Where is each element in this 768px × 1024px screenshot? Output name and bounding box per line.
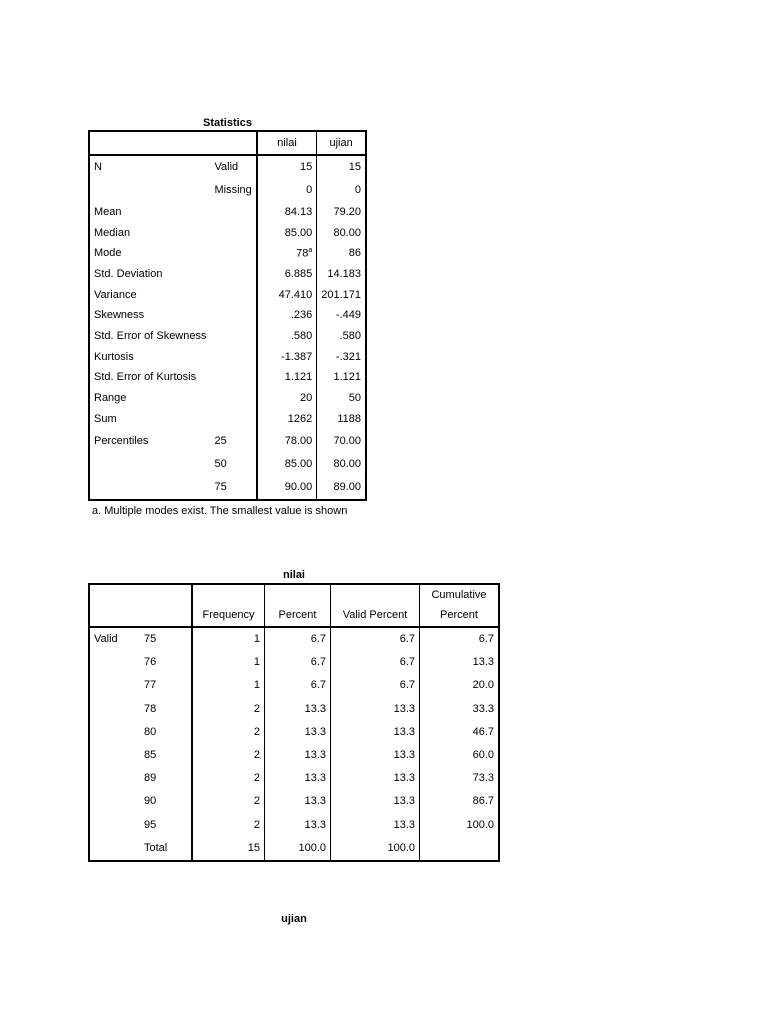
cell-cumulative: 46.7 bbox=[472, 725, 494, 738]
table-row bbox=[89, 223, 366, 244]
row-sublabel bbox=[211, 202, 257, 223]
row-label: Std. Deviation bbox=[94, 267, 163, 280]
table-row bbox=[89, 326, 366, 347]
table-row bbox=[89, 767, 499, 790]
cell-frequency: 2 bbox=[192, 698, 265, 721]
cell-ujian: 80.00 bbox=[333, 226, 361, 239]
row-group bbox=[89, 651, 140, 674]
row-sublabel bbox=[211, 347, 257, 368]
table-row bbox=[89, 453, 366, 476]
row-sublabel bbox=[211, 264, 257, 285]
row-sublabel: 75 bbox=[214, 480, 227, 493]
cell-nilai: 0 bbox=[257, 179, 317, 202]
cell-cumulative: 100.0 bbox=[466, 818, 494, 831]
cell-nilai: 85.00 bbox=[257, 453, 317, 476]
cell-percent: 13.3 bbox=[265, 698, 331, 721]
cell-nilai: 84.13 bbox=[257, 202, 317, 223]
row-value: 95 bbox=[140, 814, 192, 837]
row-sublabel: 25 bbox=[214, 434, 227, 447]
cell-frequency: 1 bbox=[192, 627, 265, 651]
cell-cumulative: 73.3 bbox=[472, 772, 494, 785]
row-group bbox=[89, 744, 140, 767]
column-header-cumulative-top: Cumulative bbox=[431, 588, 487, 601]
table-header-row bbox=[89, 584, 499, 606]
statistics-footnote: a. Multiple modes exist. The smallest value is shown bbox=[92, 505, 348, 517]
row-value: 77 bbox=[140, 674, 192, 697]
table-row bbox=[89, 409, 366, 430]
table-row bbox=[89, 698, 499, 721]
cell-percent: 13.3 bbox=[265, 790, 331, 813]
cell-nilai: 15 bbox=[257, 155, 317, 179]
row-sublabel bbox=[211, 368, 257, 389]
table-row bbox=[89, 790, 499, 813]
cell-nilai: -1.387 bbox=[257, 347, 317, 368]
cell-ujian: 89.00 bbox=[333, 480, 361, 493]
cell-percent: 6.7 bbox=[265, 627, 331, 651]
row-group bbox=[89, 698, 140, 721]
row-value: 90 bbox=[140, 790, 192, 813]
row-sublabel bbox=[211, 409, 257, 430]
cell-ujian: 80.00 bbox=[333, 457, 361, 470]
row-sublabel bbox=[211, 285, 257, 306]
row-label: Kurtosis bbox=[94, 350, 134, 363]
cell-frequency: 15 bbox=[192, 837, 265, 861]
cell-ujian: 1.121 bbox=[333, 371, 361, 384]
cell-ujian: -.449 bbox=[335, 309, 361, 322]
footnote-marker: a bbox=[308, 247, 313, 255]
cell-percent: 13.3 bbox=[265, 744, 331, 767]
cell-cumulative bbox=[420, 837, 500, 861]
table-row bbox=[89, 721, 499, 744]
table-row bbox=[89, 388, 366, 409]
table-row bbox=[89, 837, 499, 861]
table-row bbox=[89, 651, 499, 674]
row-label: Range bbox=[94, 392, 127, 405]
row-label: Skewness bbox=[94, 309, 145, 322]
row-group bbox=[89, 721, 140, 744]
row-label: Variance bbox=[94, 288, 137, 301]
row-label: Std. Error of Skewness bbox=[94, 329, 207, 342]
cell-frequency: 1 bbox=[192, 674, 265, 697]
cell-nilai: .236 bbox=[257, 305, 317, 326]
table-row bbox=[89, 264, 366, 285]
row-label: Mean bbox=[94, 205, 122, 218]
cell-nilai: 78.00 bbox=[257, 430, 317, 453]
row-label: N bbox=[94, 161, 102, 173]
cell-valid-percent: 13.3 bbox=[331, 744, 420, 767]
cell-ujian: 50 bbox=[348, 392, 361, 405]
cell-percent: 13.3 bbox=[265, 721, 331, 744]
cell-nilai: 1.121 bbox=[257, 368, 317, 389]
table-row bbox=[89, 179, 366, 202]
row-value: 80 bbox=[140, 721, 192, 744]
cell-frequency: 2 bbox=[192, 744, 265, 767]
column-header-percent: Percent bbox=[265, 606, 331, 628]
cell-valid-percent: 6.7 bbox=[331, 651, 420, 674]
cell-nilai: 6.885 bbox=[257, 264, 317, 285]
row-sublabel bbox=[211, 223, 257, 244]
table-row bbox=[89, 476, 366, 500]
cell-valid-percent: 6.7 bbox=[331, 627, 420, 651]
cell-valid-percent: 13.3 bbox=[331, 790, 420, 813]
row-value: 76 bbox=[140, 651, 192, 674]
nilai-title: nilai bbox=[282, 569, 305, 581]
column-header-ujian: ujian bbox=[317, 131, 366, 155]
cell-ujian: 14.183 bbox=[327, 267, 361, 280]
cell-ujian: 0 bbox=[354, 184, 361, 196]
cell-nilai: 78$^a$ bbox=[257, 243, 317, 264]
cell-ujian: 79.20 bbox=[333, 205, 361, 218]
cell-frequency: 2 bbox=[192, 790, 265, 813]
cell-percent: 13.3 bbox=[265, 767, 331, 790]
row-value: 78 bbox=[140, 698, 192, 721]
cell-nilai: 85.00 bbox=[257, 223, 317, 244]
cell-nilai: .580 bbox=[257, 326, 317, 347]
cell-nilai: 90.00 bbox=[257, 476, 317, 500]
row-group bbox=[89, 837, 140, 861]
row-label bbox=[89, 179, 211, 202]
row-value: 75 bbox=[140, 627, 192, 651]
row-label bbox=[89, 476, 211, 500]
cell-ujian: -.321 bbox=[335, 350, 361, 363]
row-value: 85 bbox=[140, 744, 192, 767]
statistics-title: Statistics bbox=[203, 117, 252, 129]
row-group: Valid bbox=[94, 633, 118, 646]
row-group bbox=[89, 814, 140, 837]
cell-frequency: 2 bbox=[192, 814, 265, 837]
cell-cumulative: 33.3 bbox=[472, 702, 494, 715]
cell-valid-percent: 6.7 bbox=[331, 674, 420, 697]
row-label bbox=[89, 453, 211, 476]
column-header-frequency: Frequency bbox=[192, 606, 265, 628]
cell-percent: 13.3 bbox=[265, 814, 331, 837]
nilai-frequency-table bbox=[88, 583, 500, 862]
cell-percent: 6.7 bbox=[265, 674, 331, 697]
row-sublabel bbox=[211, 388, 257, 409]
row-sublabel bbox=[211, 305, 257, 326]
row-label: Sum bbox=[94, 412, 117, 425]
table-row bbox=[89, 155, 366, 179]
table-row bbox=[89, 674, 499, 697]
table-row bbox=[89, 285, 366, 306]
row-sublabel: 50 bbox=[214, 457, 227, 470]
row-group bbox=[89, 767, 140, 790]
table-row bbox=[89, 368, 366, 389]
row-label: Percentiles bbox=[94, 434, 149, 447]
cell-frequency: 2 bbox=[192, 767, 265, 790]
table-row bbox=[89, 627, 499, 651]
cell-nilai: 47.410 bbox=[257, 285, 317, 306]
column-header-nilai: nilai bbox=[257, 131, 317, 155]
cell-valid-percent: 13.3 bbox=[331, 767, 420, 790]
cell-percent: 6.7 bbox=[265, 651, 331, 674]
table-row bbox=[89, 430, 366, 453]
table-row bbox=[89, 202, 366, 223]
cell-ujian: .580 bbox=[339, 329, 361, 342]
table-row bbox=[89, 243, 366, 264]
cell-cumulative: 13.3 bbox=[472, 656, 494, 669]
cell-ujian: 70.00 bbox=[333, 434, 361, 447]
cell-valid-percent: 100.0 bbox=[331, 837, 420, 861]
cell-valid-percent: 13.3 bbox=[331, 721, 420, 744]
cell-ujian: 15 bbox=[348, 161, 361, 173]
ujian-title: ujian bbox=[281, 913, 307, 925]
row-sublabel bbox=[211, 326, 257, 347]
row-sublabel: Valid bbox=[214, 161, 239, 173]
row-value: Total bbox=[140, 837, 192, 861]
statistics-table bbox=[88, 130, 367, 501]
cell-ujian: 86 bbox=[348, 247, 361, 260]
row-label: Mode bbox=[94, 247, 122, 260]
column-header-cumulative-bottom: Percent bbox=[420, 606, 500, 628]
table-row bbox=[89, 305, 366, 326]
cell-cumulative: 86.7 bbox=[472, 795, 494, 808]
cell-ujian: 201.171 bbox=[321, 288, 361, 301]
cell-valid-percent: 13.3 bbox=[331, 814, 420, 837]
row-sublabel bbox=[211, 243, 257, 264]
cell-frequency: 1 bbox=[192, 651, 265, 674]
cell-percent: 100.0 bbox=[265, 837, 331, 861]
table-row bbox=[89, 744, 499, 767]
row-group bbox=[89, 674, 140, 697]
cell-nilai: 20 bbox=[257, 388, 317, 409]
row-group bbox=[89, 790, 140, 813]
row-value: 89 bbox=[140, 767, 192, 790]
cell-frequency: 2 bbox=[192, 721, 265, 744]
column-header-valid-percent: Valid Percent bbox=[331, 606, 420, 628]
cell-cumulative: 20.0 bbox=[472, 679, 494, 692]
cell-ujian: 1188 bbox=[337, 412, 361, 425]
cell-cumulative: 60.0 bbox=[472, 749, 494, 762]
cell-cumulative: 6.7 bbox=[478, 633, 494, 646]
row-sublabel: Missing bbox=[214, 184, 252, 196]
table-row bbox=[89, 347, 366, 368]
row-label: Median bbox=[94, 226, 131, 239]
cell-nilai: 1262 bbox=[257, 409, 317, 430]
table-header-row bbox=[89, 131, 366, 155]
row-label: Std. Error of Kurtosis bbox=[94, 371, 197, 384]
table-row bbox=[89, 814, 499, 837]
cell-valid-percent: 13.3 bbox=[331, 698, 420, 721]
